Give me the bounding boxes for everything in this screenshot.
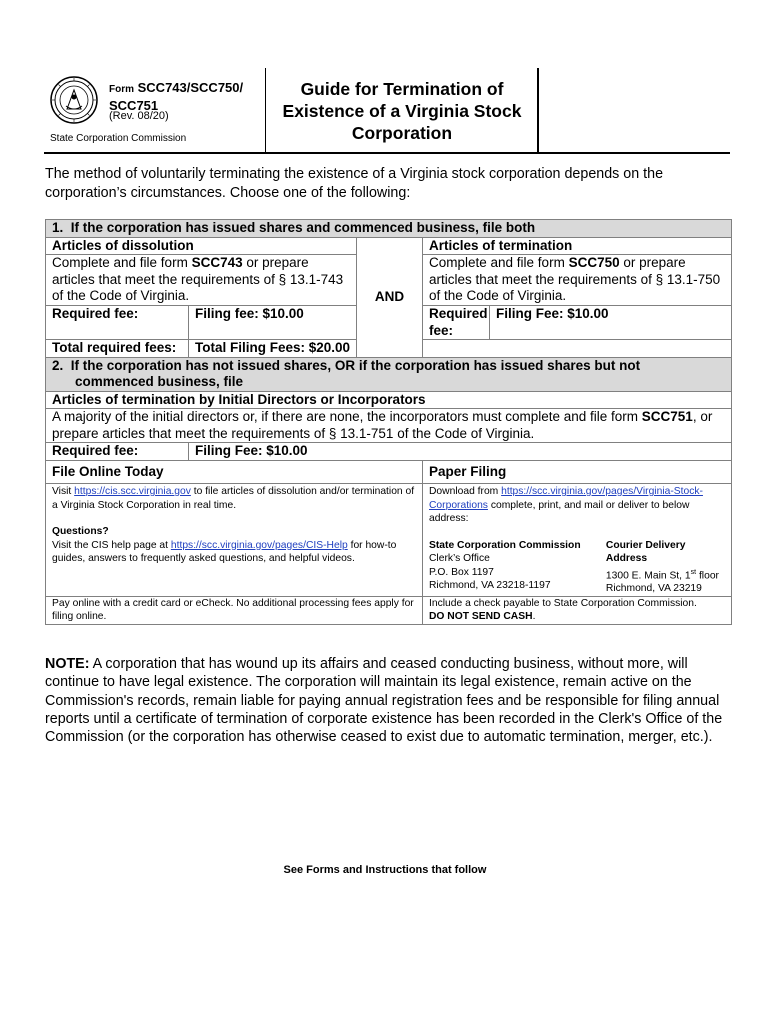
- paper-payment-note: [423, 596, 732, 624]
- header-rule: [44, 152, 730, 154]
- mail-line: Richmond, VA 23218-1197: [429, 580, 551, 591]
- title-line: Corporation: [351, 123, 453, 143]
- courier-title: Courier Delivery Address: [605, 539, 686, 564]
- form-scc743: SCC743: [191, 255, 243, 270]
- virginia-seal-icon: [50, 76, 98, 124]
- online-help-text: for how-to guides, answers to frequently asked questions, and helpful videos.: [52, 539, 397, 564]
- check-note: Include a check payable to State Corporation Commission.: [429, 597, 697, 609]
- online-visit-text: to file articles of dissolution and/or termination of a Virginia Stock Corporation in real time.: [52, 486, 415, 511]
- intro-text: The method of voluntarily terminating the existence of a Virginia stock corporation depends on the corporation’s circumstances. Choose one of the following:: [45, 166, 664, 201]
- option2-heading-line: commenced business, file: [75, 374, 244, 389]
- form-numbers-line1: SCC743/SCC750/: [137, 80, 244, 95]
- form-prefix: Form: [109, 84, 134, 95]
- option2-heading-line: 2. If the corporation has not issued shares, OR if the corporation has issued shares but not: [52, 357, 641, 373]
- dissolution-fee-label: Required fee:: [46, 306, 189, 340]
- mailing-address: [429, 539, 606, 596]
- cash-warning: DO NOT SEND CASH: [429, 611, 533, 623]
- cash-period: .: [532, 611, 536, 623]
- form-scc751: SCC751: [641, 409, 693, 424]
- footer-text: See Forms and Instructions that follow: [283, 864, 487, 876]
- dissolution-text: Complete and file form: [52, 255, 192, 270]
- courier-line: Richmond, VA 23219: [605, 583, 702, 595]
- form-number: [109, 80, 243, 114]
- mail-line: Clerk’s Office: [429, 553, 490, 564]
- option2-title: Articles of termination by Initial Directors or Incorporators: [46, 391, 732, 409]
- and-label: AND: [357, 237, 423, 357]
- dissolution-text: or prepare articles that meet the requirements of § 13.1-743 of the Code of Virginia.: [52, 255, 344, 303]
- option2-fee-value: Filing Fee: $10.00: [189, 443, 732, 461]
- option2-heading: [46, 357, 732, 391]
- header-divider: [537, 68, 539, 154]
- questions-label: Questions?: [52, 526, 109, 537]
- total-fees-value: Total Filing Fees: $20.00: [189, 340, 732, 358]
- courier-street: 1300 E. Main St, 1: [605, 569, 691, 581]
- paper-filing-heading: Paper Filing: [423, 460, 732, 484]
- termination-instructions: [423, 255, 732, 306]
- option2-instructions: [46, 409, 732, 443]
- courier-floor: floor: [696, 569, 719, 581]
- online-visit: [52, 485, 416, 512]
- articles-of-termination-title: Articles of termination: [423, 237, 732, 255]
- option1-heading: 1. If the corporation has issued shares and commenced business, file both: [46, 220, 732, 238]
- addresses: [429, 539, 725, 596]
- mail-title: State Corporation Commission: [429, 539, 581, 551]
- form-scc750: SCC750: [568, 255, 620, 270]
- note-label: NOTE:: [45, 656, 90, 672]
- paper-download-text: Download from: [429, 486, 502, 497]
- dissolution-instructions: [46, 255, 357, 306]
- online-payment-note: Pay online with a credit card or eCheck. No additional processing fees apply for filing online.: [46, 596, 423, 624]
- option2-text: A majority of the initial directors or, if there are none, the incorporators must complete and file form: [52, 409, 642, 424]
- online-help-text: Visit the CIS help page at: [52, 539, 171, 551]
- total-fees-label: Total required fees:: [46, 340, 189, 358]
- termination-text: Complete and file form: [429, 255, 569, 270]
- note-text: A corporation that has wound up its affairs and ceased conducting business, without more, will continue to have legal existence. The corporation will maintain its legal existence, remain active on the Commission's records, remain liable for paying annual registration fees and be responsible for filing annual reports until a certificate of termination of corporate existence has been recorded in the Clerk's Office of the Commission (or the corporation has otherwise ceased to exist due to automatic termination, merger, etc.).: [45, 656, 723, 746]
- file-online-heading: File Online Today: [46, 460, 423, 484]
- termination-text: or prepare articles that meet the requirements of § 13.1-750 of the Code of Virginia.: [429, 255, 721, 303]
- online-instructions: [46, 484, 423, 597]
- courier-floor-suffix: st: [690, 568, 697, 576]
- note-paragraph: [45, 655, 735, 746]
- mail-line: P.O. Box 1197: [429, 566, 494, 578]
- online-visit-text: Visit: [52, 486, 75, 497]
- title-line: Existence of a Virginia Stock: [282, 101, 522, 121]
- paper-instructions: [423, 484, 732, 597]
- revision-date: (Rev. 08/20): [109, 110, 169, 122]
- paper-download-text: complete, print, and mail or deliver to below address:: [429, 499, 690, 524]
- title-line: Guide for Termination of: [300, 79, 504, 99]
- termination-fee-value: Filing Fee: $10.00: [490, 306, 732, 340]
- option2-text: , or prepare articles that meet the requirements of § 13.1-751 of the Code of Virginia.: [52, 409, 713, 441]
- paper-download: [429, 485, 725, 526]
- courier-address: [606, 539, 725, 596]
- courier-line: [606, 566, 725, 583]
- stock-corporations-link[interactable]: https://scc.virginia.gov/pages/Virginia-Stock-Corporations: [429, 486, 703, 511]
- dissolution-fee-value: Filing fee: $10.00: [189, 306, 357, 340]
- cis-help-link[interactable]: https://scc.virginia.gov/pages/CIS-Help: [170, 539, 348, 551]
- option2-fee-label: Required fee:: [46, 443, 189, 461]
- cis-link[interactable]: https://cis.scc.virginia.gov: [74, 486, 191, 497]
- termination-fee-label: Required fee:: [423, 306, 490, 340]
- options-table: [45, 219, 731, 625]
- online-help: [52, 539, 416, 566]
- articles-of-dissolution-title: Articles of dissolution: [46, 237, 357, 255]
- header-divider: [265, 68, 266, 154]
- page-title: [268, 78, 536, 144]
- agency-name: State Corporation Commission: [50, 133, 187, 144]
- form-numbers-line2: SCC751: [109, 98, 159, 113]
